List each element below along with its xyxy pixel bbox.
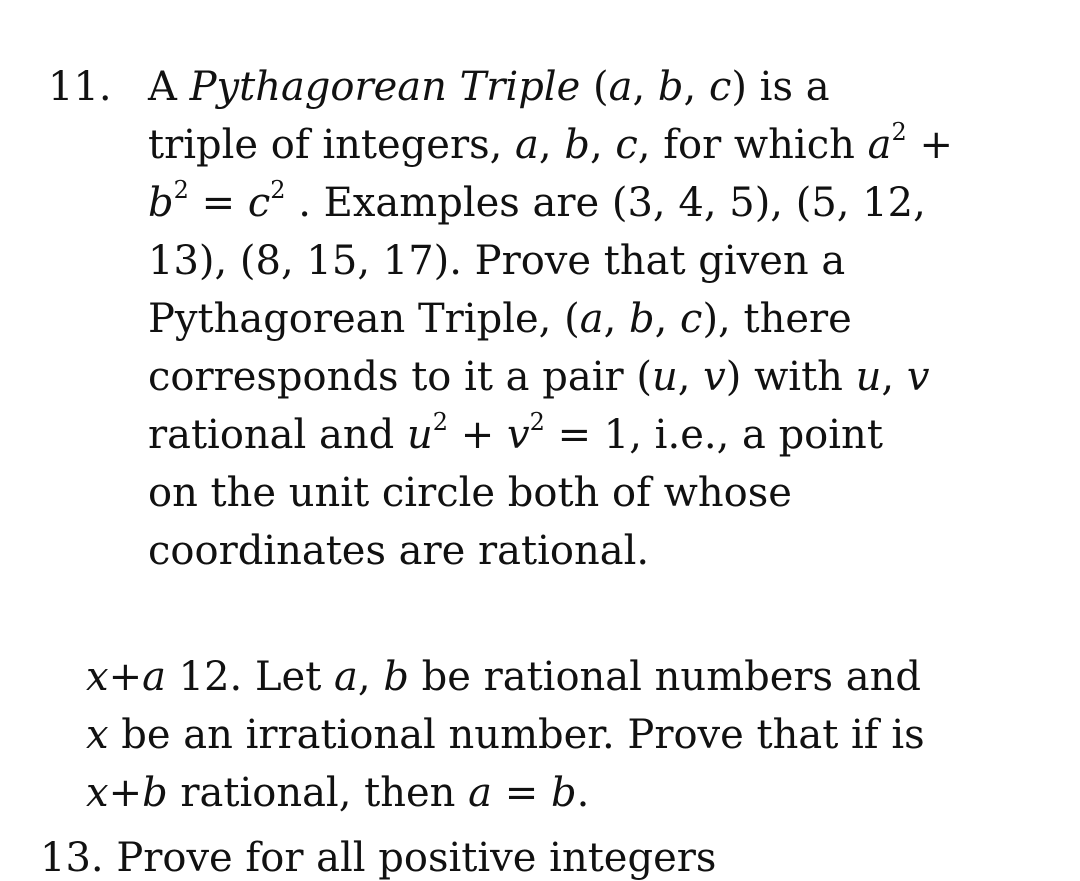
text-run: , <box>654 296 681 342</box>
text-run: rational, then <box>167 770 469 816</box>
text-run: corresponds to it a pair ( <box>148 354 652 400</box>
text-line <box>148 348 968 406</box>
math-var: a <box>142 654 166 700</box>
math-var: v <box>703 354 726 400</box>
math-var: c <box>680 296 703 342</box>
exponent: 2 <box>173 176 189 204</box>
math-var: b <box>142 770 168 816</box>
cutoff-text: 13. Prove for all positive integers <box>40 835 717 881</box>
problem-11-text <box>148 58 968 580</box>
text-run: , <box>589 122 616 168</box>
math-var: b <box>550 770 577 816</box>
problem-number: 11. <box>48 64 112 110</box>
text-run: 13), (8, 15, 17). Prove that given a <box>148 238 846 284</box>
text-run: = <box>188 180 248 226</box>
math-var: c <box>708 64 732 110</box>
text-run: 12. Let <box>165 654 335 700</box>
term-emphasis: Pythagorean Triple <box>189 64 581 110</box>
math-var: x <box>86 712 109 758</box>
text-run: , <box>357 654 384 700</box>
text-line <box>148 522 968 580</box>
math-var: v <box>506 412 530 458</box>
math-var: a <box>608 64 633 110</box>
math-var: c <box>615 122 638 168</box>
text-line <box>148 58 968 116</box>
text-run: , for which <box>637 122 868 168</box>
text-run: coordinates are rational. <box>148 528 650 574</box>
exponent: 2 <box>529 408 545 436</box>
text-run: on the unit circle both of whose <box>148 470 792 516</box>
math-var: x <box>86 654 109 700</box>
text-run: , <box>683 64 709 110</box>
text-run: , <box>632 64 658 110</box>
math-operator: + <box>108 654 143 700</box>
math-var: b <box>148 180 174 226</box>
text-run: ) with <box>725 354 856 400</box>
text-run: . Examples are (3, 4, 5), (5, 12, <box>285 180 926 226</box>
text-run: , <box>538 122 565 168</box>
text-run: = <box>492 770 551 816</box>
text-run: A <box>148 64 190 110</box>
text-run: , <box>881 354 907 400</box>
math-var: b <box>657 64 684 110</box>
text-run: + <box>906 122 953 168</box>
text-run: be an irrational number. Prove that if is <box>108 712 925 758</box>
exponent: 2 <box>891 118 907 146</box>
exponent: 2 <box>270 176 286 204</box>
text-run: ( <box>580 64 609 110</box>
text-run: . <box>576 770 590 816</box>
text-run: Pythagorean Triple, ( <box>148 296 580 342</box>
exponent: 2 <box>432 408 449 436</box>
text-line <box>148 464 968 522</box>
text-line <box>148 174 968 232</box>
math-var: a <box>515 122 539 168</box>
math-var: u <box>406 412 433 458</box>
text-run: be rational numbers and <box>408 654 921 700</box>
cutoff-next-problem <box>40 835 717 881</box>
text-line <box>148 406 968 464</box>
problem-12 <box>86 648 986 822</box>
text-run: ) is a <box>731 64 830 110</box>
math-var: v <box>906 354 930 400</box>
text-run: , <box>603 296 629 342</box>
text-line <box>86 648 986 706</box>
text-run: + <box>448 412 507 458</box>
text-run: rational and <box>148 412 407 458</box>
text-line <box>86 764 986 822</box>
text-line <box>148 232 968 290</box>
math-var: u <box>651 354 678 400</box>
math-var: a <box>334 654 358 700</box>
math-var: a <box>579 296 604 342</box>
text-line <box>86 706 986 764</box>
text-run: triple of integers, <box>148 122 516 168</box>
text-line <box>148 290 968 348</box>
math-var: a <box>468 770 492 816</box>
math-var: b <box>383 654 409 700</box>
text-run: ), there <box>702 296 852 342</box>
text-run: , <box>677 354 704 400</box>
math-var: x <box>86 770 109 816</box>
text-run: = 1, i.e., a point <box>544 412 883 458</box>
math-var: c <box>247 180 271 226</box>
math-var: b <box>564 122 590 168</box>
math-var: b <box>629 296 655 342</box>
text-line <box>148 116 968 174</box>
math-var: u <box>855 354 882 400</box>
math-operator: + <box>108 770 143 816</box>
math-var: a <box>867 122 892 168</box>
